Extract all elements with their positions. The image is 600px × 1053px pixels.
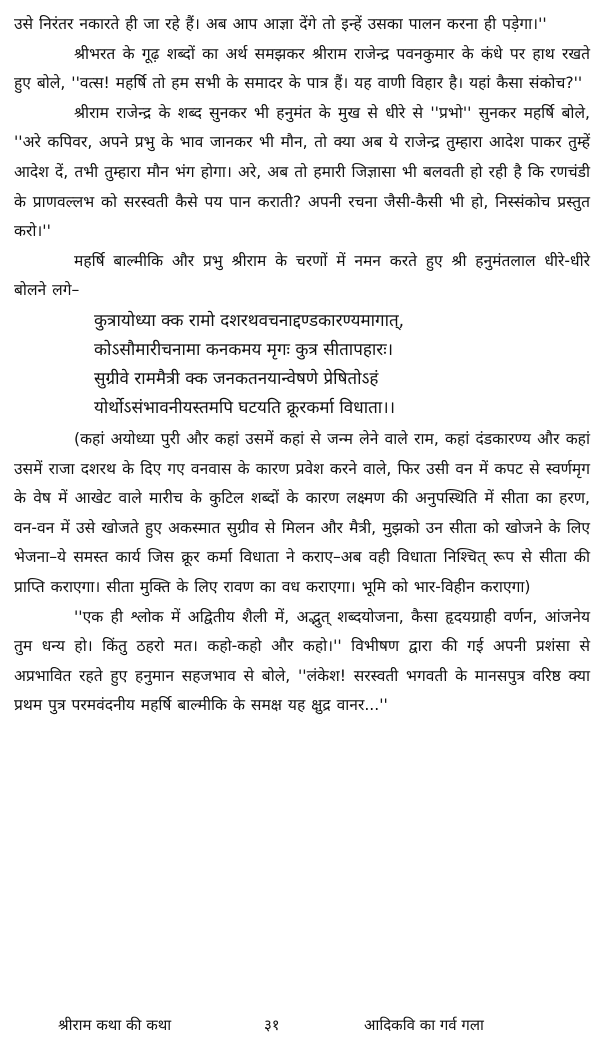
verse-line-4: योर्थोऽसंभावनीयस्तमपि घटयति क्रूरकर्मा विधाता।। — [94, 397, 396, 418]
verse-line-1: कुत्रायोध्या क्क रामो दशरथवचनाद्दण्डकारण्यमागात्, — [94, 310, 405, 331]
sanskrit-verse — [94, 307, 590, 423]
verse-line-2: कोऽसौमारीचनामा कनकमय मृगः कुत्र सीतापहारः। — [94, 339, 394, 360]
footer-chapter-title: आदिकवि का गर्व गला — [364, 1016, 484, 1034]
page-footer — [0, 1015, 600, 1039]
footer-page-number: ३१ — [264, 1016, 280, 1034]
paragraph-4: महर्षि बाल्मीकि और प्रभु श्रीराम के चरणों में नमन करते हुए श्री हनुमंतलाल धीरे-धीरे बोलने लगे– — [14, 251, 590, 300]
verse-translation: (कहां अयोध्या पुरी और कहां उसमें कहां से जन्म लेने वाले राम, कहां दंडकारण्य और कहां उसमें राजा दशरथ के दिए गए वनवास के कारण प्रवेश करने वाले, फिर उसी वन में कपट से स्वर्णमृग के वेष में आखेट वाले मारीच के कुटिल शब्दों के कारण लक्ष्मण की अनुपस्थिति में सीता का हरण, वन-वन में उसे खोजते हुए अकस्मात सुग्रीव से मिलन और मैत्री, मुझको उन सीता को खोजने के लिए भेजना–ये समस्त कार्य जिस क्रूर कर्मा विधाता ने कराए–अब वही विधाता निश्चित् रूप से सीता की प्राप्ति कराएगा। सीता मुक्ति के लिए रावण का वध कराएगा। भूमि को भार-विहीन कराएगा) — [14, 429, 590, 596]
footer-book-title: श्रीराम कथा की कथा — [58, 1016, 172, 1034]
paragraph-1: उसे निरंतर नकारते ही जा रहे हैं। अब आप आज्ञा देंगे तो इन्हें उसका पालन करना ही पड़ेगा।'' — [14, 15, 547, 33]
closing-paragraph: ''एक ही श्लोक में अद्वितीय शैली में, अद्भुत् शब्दयोजना, कैसा हृदयग्राही वर्णन, आंजनेय तुम धन्य हो। किंतु ठहरो मत। कहो-कहो और कहो।'' विभीषण द्वारा की गई अपनी प्रशंसा से अप्रभावित रहते हुए हनुमान सहजभाव से बोले, ''लंकेश! सरस्वती भगवती के मानसपुत्र वरिष्ठ क्या प्रथम पुत्र परमवंदनीय महर्षि बाल्मीकि के समक्ष यह क्षुद्र वानर...'' — [14, 607, 590, 715]
paragraph-3: श्रीराम राजेन्द्र के शब्द सुनकर भी हनुमंत के मुख से धीरे से ''प्रभो'' सुनकर महर्षि बोले, ''अरे कपिवर, अपने प्रभु के भाव जानकर भी मौन, तो क्या अब ये राजेन्द्र तुम्हारा आदेश पाकर तुम्हें आदेश दें, तभी तुम्हारा मौन भंग होगा। अरे, अब तो हमारी जिज्ञासा भी बलवती हो रही है कि रणचंडी के प्राणवल्लभ को सरस्वती कैसे पय पान कराती? अपनी रचना जैसी-कैसी भी हो, निस्संकोच प्रस्तुत करो।'' — [14, 103, 590, 241]
paragraph-2: श्रीभरत के गूढ़ शब्दों का अर्थ समझकर श्रीराम राजेन्द्र पवनकुमार के कंधे पर हाथ रखते हुए बोले, ''वत्स! महर्षि तो हम सभी के समादर के पात्र हैं। यह वाणी विहार है। यहां कैसा संकोच?'' — [14, 44, 590, 93]
verse-line-3: सुग्रीवे राममैत्री क्क जनकतनयान्वेषणे प्रेषितोऽहं — [94, 368, 379, 389]
